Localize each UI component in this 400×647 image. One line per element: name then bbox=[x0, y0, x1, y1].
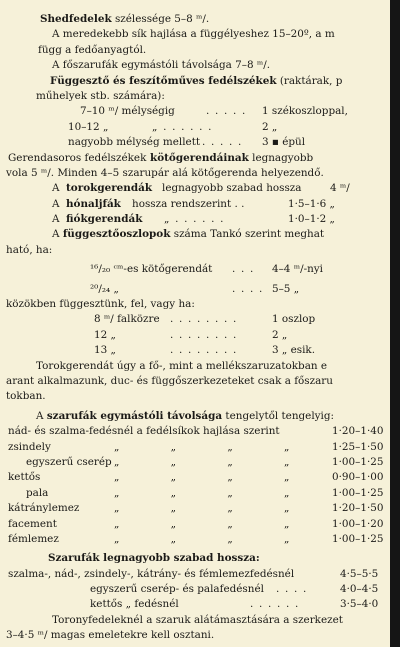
heading-shedfedelek: Shedfedelek bbox=[40, 13, 112, 25]
text-line: műhelyek stb. számára): bbox=[36, 89, 165, 102]
table-row: 12 „ . . . . . . . . 2 „ bbox=[94, 328, 288, 341]
text-line: A szarufák egymástóli távolsága tengelytől tengelyig: bbox=[36, 409, 334, 422]
table-row: zsindely „ „ „ „ 1·25–1·50 bbox=[8, 440, 384, 453]
table-row: 7–10 ᵐ/ mélységig . . . . . 1 székoszloppal, bbox=[80, 105, 348, 118]
text-line: A főszarufák egymástóli távolsága 7–8 ᵐ/. bbox=[52, 59, 271, 72]
text-line: Toronyfedeleknél a szaruk alátámasztására a szerkezet bbox=[52, 613, 343, 626]
table-row: A hónaljfák hossza rendszerint . . 1·5–1·6 „ bbox=[52, 197, 335, 210]
text-line: ható, ha: bbox=[6, 243, 53, 256]
table-row: 8 ᵐ/ falközre . . . . . . . . 1 oszlop bbox=[94, 313, 316, 326]
text-line: arant alkalmazunk, duc- és függőszerkezeteket csak a főszaru bbox=[6, 374, 333, 387]
table-row: szalma-, nád-, zsindely-, kátrány- és fémlemezfedésnél 4·5–5·5 bbox=[8, 567, 379, 580]
text-line: Függesztő és feszítőműves fedélszékek (raktárak, p bbox=[6, 74, 392, 89]
table-row: kátránylemez „ „ „ „ 1·20–1·50 bbox=[8, 502, 384, 515]
text-line: Torokgerendát úgy a fő-, mint a mellékszaruzatokban e bbox=[36, 359, 328, 372]
table-row: 10–12 „ „ . . . . . . 2 „ bbox=[68, 120, 278, 133]
table-row: A fiókgerendák „ . . . . . . 1·0–1·2 „ bbox=[52, 213, 335, 226]
book-page bbox=[6, 12, 392, 644]
heading-szarufak: Szarufák legnagyobb szabad hossza: bbox=[48, 552, 260, 565]
table-row: kettős „ „ „ „ 0·90–1·00 bbox=[8, 471, 384, 484]
table-row: egyszerű cserép „ „ „ „ 1·00–1·25 bbox=[26, 455, 384, 468]
table-row: nád- és szalma-fedésnél a fedélsíkok hajlása szerint 1·20–1·40 bbox=[8, 425, 384, 438]
table-row: ¹⁶/₂₀ ᶜᵐ-es kötőgerendát . . . 4–4 ᵐ/-nyi bbox=[90, 263, 323, 276]
table-row: kettős „ fedésnél . . . . . . 3·5–4·0 bbox=[90, 598, 379, 611]
text-line: 3–4·5 ᵐ/ magas emeletekre kell osztani. bbox=[6, 629, 215, 642]
heading-fuggeszto: Függesztő és feszítőműves fedélszékek bbox=[50, 74, 277, 87]
table-row: egyszerű cserép- és palafedésnél . . . . 4·0–4·5 bbox=[90, 583, 379, 596]
table-row: ²⁰/₂₄ „ . . . . 5–5 „ bbox=[90, 282, 300, 295]
table-row: pala „ „ „ „ 1·00–1·25 bbox=[26, 486, 384, 499]
text-line: tokban. bbox=[6, 390, 46, 403]
table-row: facement „ „ „ „ 1·00–1·20 bbox=[8, 517, 384, 530]
table-row: 13 „ . . . . . . . . 3 „ esik. bbox=[94, 344, 316, 357]
text-line: közökben függesztünk, fel, vagy ha: bbox=[6, 298, 195, 311]
text-line: vola 5 ᵐ/. Minden 4–5 szarupár alá kötőgerenda helyezendő. bbox=[6, 166, 324, 179]
text-line: A meredekebb sík hajlása a függélyeshez 15–20º, a m bbox=[52, 28, 335, 41]
text-shedfedelek-width: szélessége 5–8 ᵐ/. bbox=[111, 13, 210, 25]
table-row: A torokgerendák legnagyobb szabad hossza 4 ᵐ/ bbox=[52, 182, 350, 195]
text-line bbox=[6, 551, 392, 566]
text-line: A függesztőoszlopok száma Tankó szerint meghat bbox=[52, 228, 325, 241]
text-line: függ a fedőanyagtól. bbox=[38, 43, 147, 56]
line-shedfedelek bbox=[6, 12, 392, 27]
table-row: fémlemez „ „ „ „ 1·00–1·25 bbox=[8, 532, 384, 545]
text-line: Gerendasoros fedélszékek kötőgerendáinak legnagyobb bbox=[8, 151, 314, 164]
table-row: nagyobb mélység mellett . . . . . 3 ▪ épül bbox=[68, 136, 306, 149]
